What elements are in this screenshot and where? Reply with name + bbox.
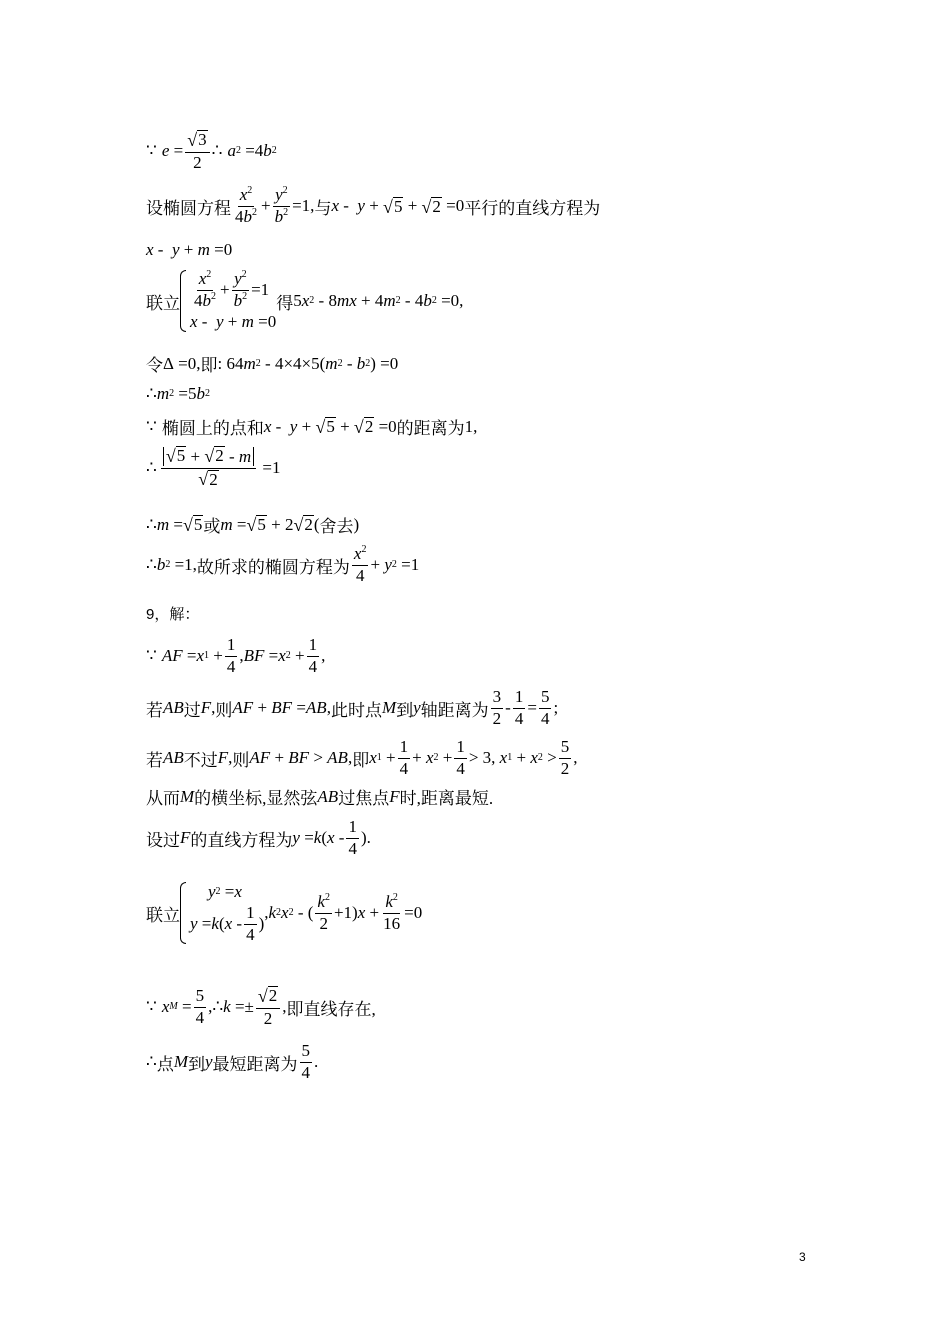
math-line-12: 若 AB 过 F , 则 AF + BF = AB , 此时点 M 到 y 轴距离为 $\frac{3}{2}$ - $\frac{1}{4}$ = $\frac{5}{4}$ ; xyxy=(146,687,559,728)
math-line-5: 令 Δ =0, 即 : 64 m 2 - 4×4×5( m 2 - b 2 ) =0 xyxy=(146,353,399,375)
math-line-18: ∴ 点 M 到 y 最短距离为 $\frac{5}{4}$ . xyxy=(146,1041,319,1082)
math-line-11: ∵ AF = x 1 + $\frac{1}{4}$ , BF = x 2 + $\frac{1}{4}$ , xyxy=(146,635,326,676)
math-line-9: ∴ m = √ 5 或 m = √ 5 + 2 √ 2 ( 舍去 ) xyxy=(146,514,360,536)
page-number: 3 xyxy=(799,1250,806,1264)
math-line-2: 设椭圆方程 $\frac{x^2}{4b^2}$ + $\frac{y^2}{b^2}$ =1, 与 x - y + √ 5 + √ 2 =0 平行的直线方程为 xyxy=(146,185,601,226)
math-line-17: ∵ x M = $\frac{5}{4}$ , ∴ k =± √ 2 2 , 即直线存在, xyxy=(146,985,376,1028)
math-line-4-system: 联立 $\frac{x^2}{4b^2}$ + $\frac{y^2}{b^2}$ =1 x - y + m =0 得 5 x 2 - 8 mx + 4 m 2 - 4 b 2 =0, xyxy=(146,269,464,332)
math-line-15: 设过 F 的直线方程为 y = k ( x - $\frac{1}{4}$ ). xyxy=(146,817,371,858)
math-line-10: ∴ b 2 =1, 故所求的椭圆方程为 $\frac{x^2}{4}$ + y 2 =1 xyxy=(146,544,420,585)
math-line-8: ∴ √ 5 + √ 2 - m √ 2 =1 xyxy=(146,445,281,490)
math-line-3: x - y + m =0 xyxy=(146,240,233,259)
math-line-7: ∵ 椭圆上的点和 x - y + √ 5 + √ 2 =0 的距离为 1, xyxy=(146,416,478,438)
math-line-14: 从而 M 的横坐标,显然弦 AB 过焦点 F 时,距离最短. xyxy=(146,786,494,808)
question-9-header: 9，解： xyxy=(146,606,200,623)
math-line-16-system: 联立 y 2 = x y = k ( x - $\frac{1}{4}$ ) , k 2 x 2 - ( $\frac{k^2}{2}$ +1) x + $\frac{k^2}{16}$ =0 xyxy=(146,882,423,944)
math-line-1: ∵ e = √ 3 2 ∴ a 2 =4 b 2 xyxy=(146,129,277,172)
math-line-6: ∴ m 2 =5 b 2 xyxy=(146,384,210,403)
math-line-13: 若 AB 不过 F , 则 AF + BF > AB , 即 x 1 + $\frac{1}{4}$ + x 2 + $\frac{1}{4}$ > 3, x 1 + x 2 > $\frac{5}{2}$ , xyxy=(146,737,578,778)
